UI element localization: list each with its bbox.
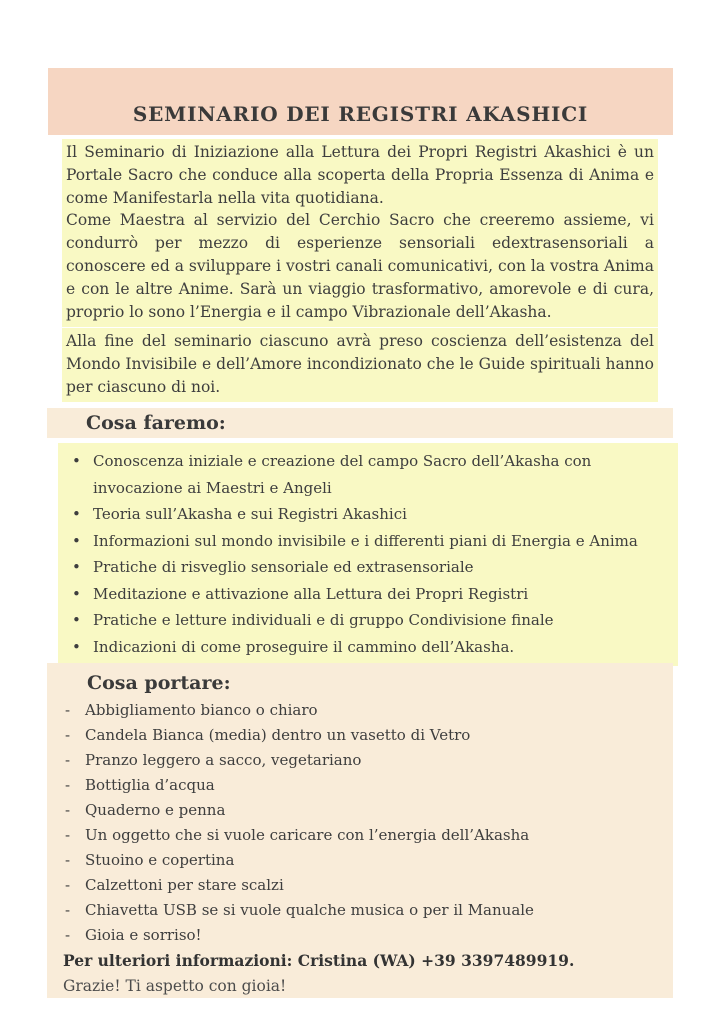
what-to-bring-item: - Abbigliamento bianco o chiaro <box>47 698 673 723</box>
what-we-do-item: • Pratiche e letture individuali e di gruppo Condivisione finale <box>58 607 670 634</box>
what-to-bring-item: - Quaderno e penna <box>47 798 673 823</box>
what-to-bring-item: - Bottiglia d’acqua <box>47 773 673 798</box>
contact-info: Per ulteriori informazioni: Cristina (WA) +39 3397489919. <box>63 951 575 970</box>
what-to-bring-item: - Chiavetta USB se si vuole qualche musica o per il Manuale <box>47 898 673 923</box>
intro-paragraph-3: Alla fine del seminario ciascuno avrà preso coscienza dell’esistenza del Mondo Invisibile e dell’Amore incondizionato che le Guide spirituali hanno per ciascuno di noi. <box>62 328 658 402</box>
what-to-bring-item: - Gioia e sorriso! <box>47 923 673 948</box>
what-we-do-item: • Informazioni sul mondo invisibile e i differenti piani di Energia e Anima <box>58 528 670 555</box>
what-to-bring-item: - Calzettoni per stare scalzi <box>47 873 673 898</box>
section-heading-cosa-faremo: Cosa faremo: <box>47 408 673 438</box>
intro-paragraph-1: Il Seminario di Iniziazione alla Lettura dei Propri Registri Akashici è un Portale Sacro che conduce alla scoperta della Propria Essenza di Anima e come Manifestarla nella vita quotidiana. <box>62 139 658 213</box>
what-we-do-item: • Indicazioni di come proseguire il cammino dell’Akasha. <box>58 634 670 661</box>
what-we-do-item: • Pratiche di risveglio sensoriale ed extrasensoriale <box>58 554 670 581</box>
what-to-bring-item: - Pranzo leggero a sacco, vegetariano <box>47 748 673 773</box>
what-to-bring-item: - Stuoino e copertina <box>47 848 673 873</box>
page-title: SEMINARIO DEI REGISTRI AKASHICI <box>132 102 589 126</box>
closing-message: Grazie! Ti aspetto con gioia! <box>63 977 287 995</box>
section-heading-cosa-portare: Cosa portare: <box>87 672 231 694</box>
what-to-bring-list <box>47 698 673 948</box>
what-we-do-item: • Meditazione e attivazione alla Lettura dei Propri Registri <box>58 581 670 608</box>
what-we-do-item: • Conoscenza iniziale e creazione del campo Sacro dell’Akasha con invocazione ai Maestri e Angeli <box>58 448 670 501</box>
intro-paragraph-2: Come Maestra al servizio del Cerchio Sacro che creeremo assieme, vi condurrò per mezzo di esperienze sensoriali edextrasensoriali a conoscere ed a sviluppare i vostri canali comunicativi, con la vostra Anima e con le altre Anime. Sarà un viaggio trasformativo, amorevole e di cura, proprio lo sono l’Energia e il campo Vibrazionale dell’Akasha. <box>62 207 658 327</box>
what-we-do-item: • Teoria sull’Akasha e sui Registri Akashici <box>58 501 670 528</box>
title-banner <box>48 68 673 135</box>
what-to-bring-item: - Un oggetto che si vuole caricare con l’energia dell’Akasha <box>47 823 673 848</box>
what-we-do-block <box>58 443 678 666</box>
what-to-bring-block <box>47 663 673 998</box>
what-to-bring-item: - Candela Bianca (media) dentro un vasetto di Vetro <box>47 723 673 748</box>
what-we-do-list <box>58 448 670 660</box>
